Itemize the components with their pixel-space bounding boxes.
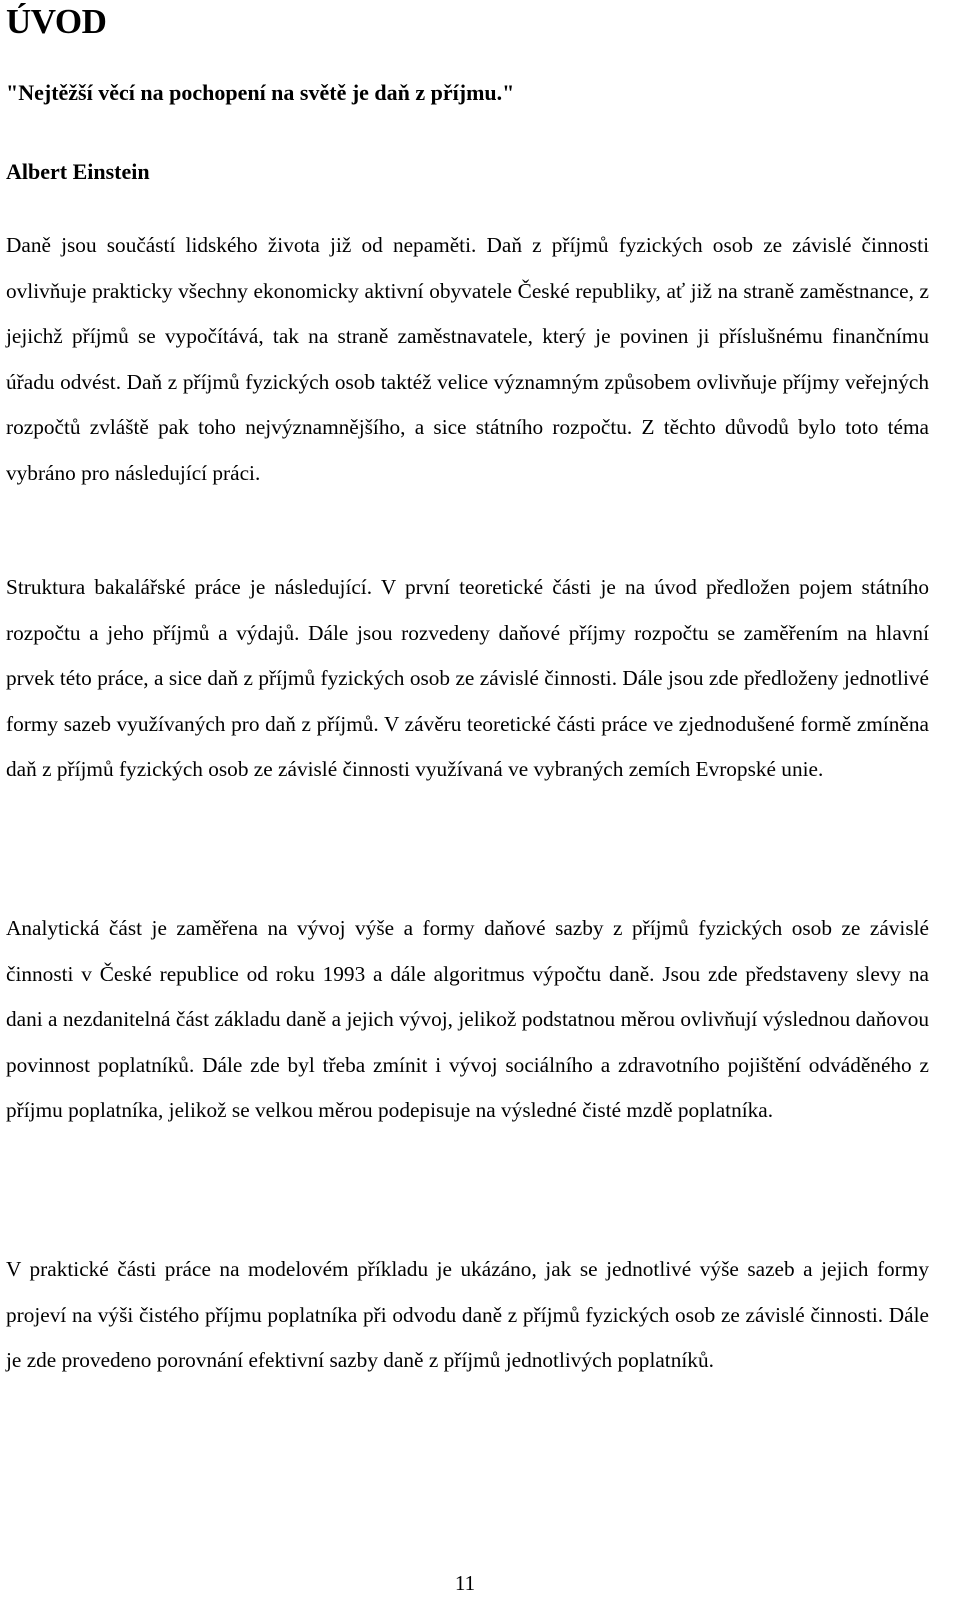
epigraph-author: Albert Einstein	[6, 159, 150, 184]
paragraph: Analytická část je zaměřena na vývoj výše a formy daňové sazby z příjmů fyzických osob ze závislé činnosti v České republice od roku 1993 a dále algoritmus výpočtu daně. Jsou zde představeny slevy na dani a nezdanitelná část základu daně a jejich vývoj, jelikož podstatnou měrou ovlivňují výslednou daňovou povinnost poplatníků. Dále zde byl třeba zmínit i vývoj sociálního a zdravotního pojištění odváděného z příjmu poplatníka, jelikož se velkou měrou podepisuje na výsledné čisté mzdě poplatníka.	[6, 916, 929, 1122]
section-heading: ÚVOD	[6, 2, 107, 41]
paragraph: Daně jsou součástí lidského života již od nepaměti. Daň z příjmů fyzických osob ze závislé činnosti ovlivňuje prakticky všechny ekonomicky aktivní obyvatele České republiky, ať již na straně zaměstnance, z jejichž příjmů se vypočítává, tak na straně zaměstnavatele, který je povinen ji příslušnému finančnímu úřadu odvést. Daň z příjmů fyzických osob taktéž velice významným způsobem ovlivňuje příjmy veřejných rozpočtů zvláště pak toho nejvýznamnějšího, a sice státního rozpočtu. Z těchto důvodů bylo toto téma vybráno pro následující práci.	[6, 233, 929, 485]
paragraph: V praktické části práce na modelovém příkladu je ukázáno, jak se jednotlivé výše sazeb a jejich formy projeví na výši čistého příjmu poplatníka při odvodu daně z příjmů fyzických osob ze závislé činnosti. Dále je zde provedeno porovnání efektivní sazby daně z příjmů jednotlivých poplatníků.	[6, 1257, 929, 1372]
epigraph-quote: "Nejtěžší věcí na pochopení na světě je daň z příjmu."	[6, 80, 515, 105]
page-number: 11	[454, 1571, 476, 1595]
paragraph: Struktura bakalářské práce je následující. V první teoretické části je na úvod předložen pojem státního rozpočtu a jeho příjmů a výdajů. Dále jsou rozvedeny daňové příjmy rozpočtu se zaměřením na hlavní prvek této práce, a sice daň z příjmů fyzických osob ze závislé činnosti. Dále jsou zde předloženy jednotlivé formy sazeb využívaných pro daň z příjmů. V závěru teoretické části práce ve zjednodušené formě zmíněna daň z příjmů fyzických osob ze závislé činnosti využívaná ve vybraných zemích Evropské unie.	[6, 575, 929, 781]
